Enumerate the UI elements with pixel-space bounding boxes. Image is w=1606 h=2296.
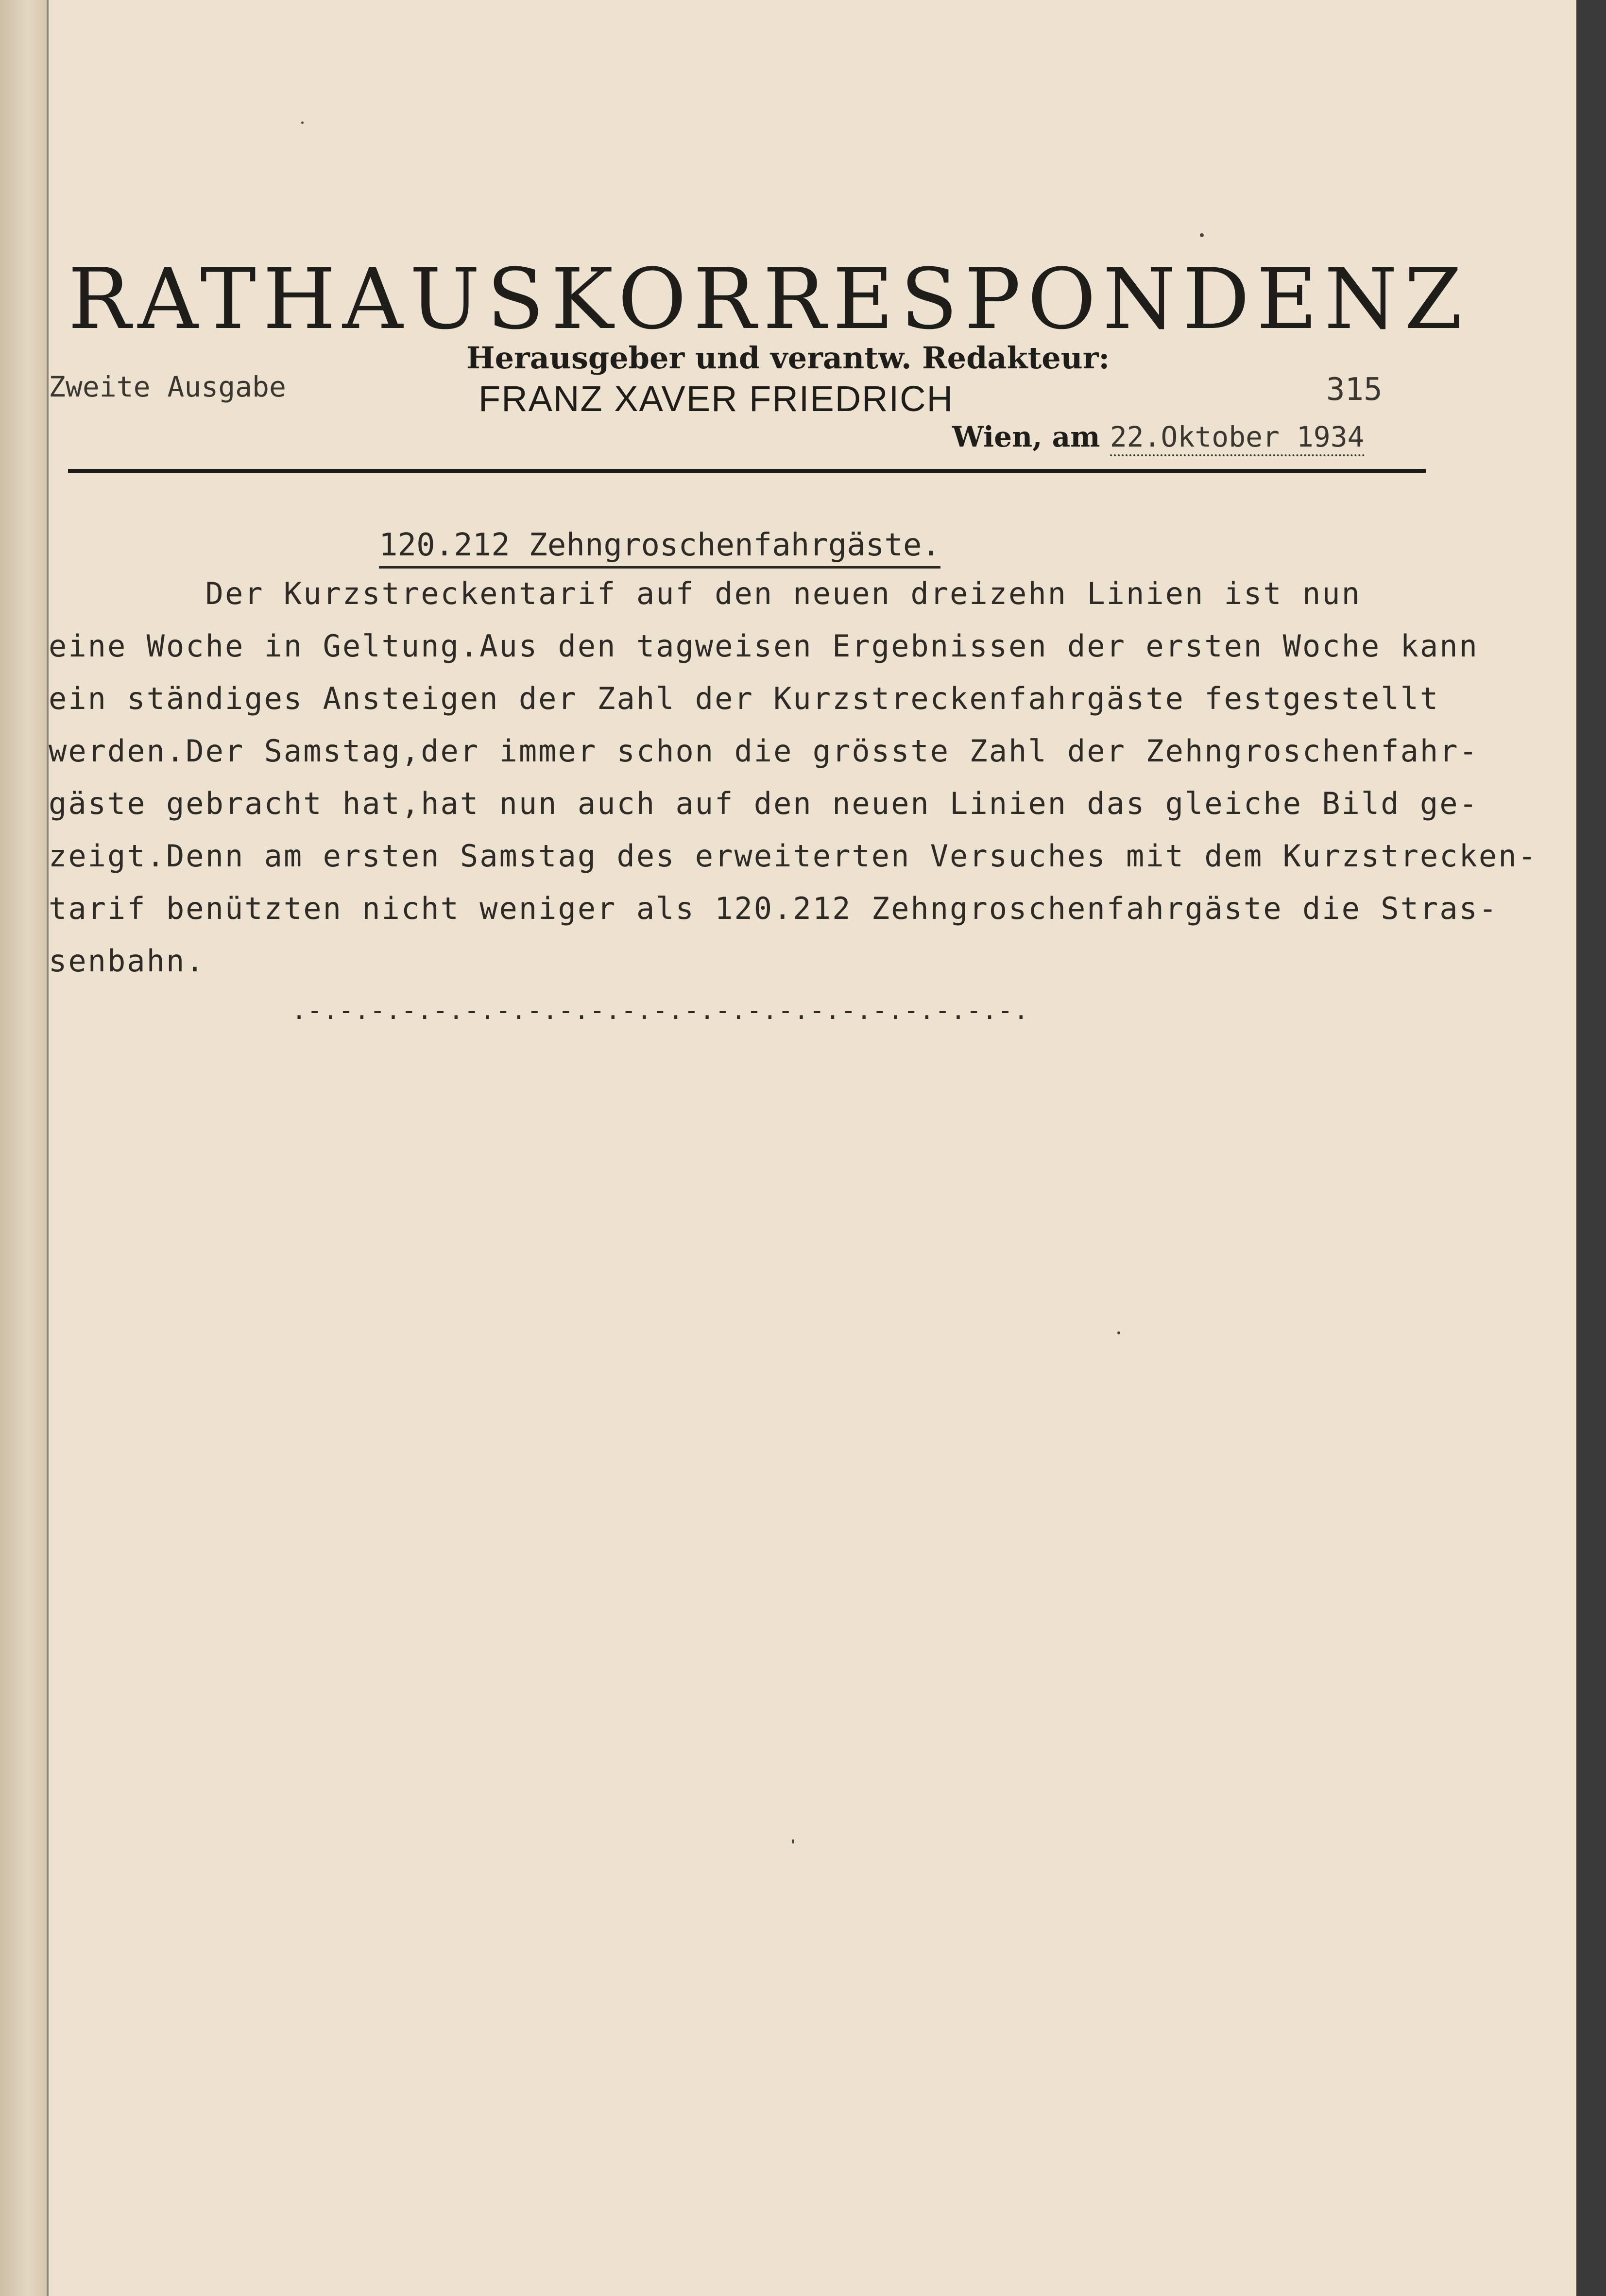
body-line: eine Woche in Geltung.Aus den tagweisen Ergebnissen der ersten Woche kann [49,628,1479,664]
binding-margin [0,0,49,2296]
paper-speck [1117,1331,1120,1334]
paper-speck [301,121,304,124]
body-line: Der Kurzstreckentarif auf den neuen dreizehn Linien ist nun [49,576,1361,611]
body-line: gäste gebracht hat,hat nun auch auf den neuen Linien das gleiche Bild ge- [49,786,1479,821]
body-line: zeigt.Denn am ersten Samstag des erweiterten Versuches mit dem Kurzstrecken- [49,838,1538,874]
dateline-date: 22.Oktober 1934 [1110,420,1365,456]
editor-name: FRANZ XAVER FRIEDRICH [478,379,954,419]
body-line: ein ständiges Ansteigen der Zahl der Kurzstreckenfahrgäste festgestellt [49,681,1440,716]
paper-speck [792,1839,794,1844]
article-headline: 120.212 Zehngroschenfahrgäste. [379,527,940,569]
edition-label: Zweite Ausgabe [49,370,286,403]
publisher-line: Herausgeber und verantw. Redakteur: [466,340,1110,376]
dateline [952,420,1365,453]
dateline-prefix: Wien, am [952,420,1100,453]
header-rule [68,469,1426,473]
paper-speck [1200,233,1204,237]
body-line: senbahn. [49,943,205,979]
body-line: tarif benützten nicht weniger als 120.212 Zehngroschenfahrgäste die Stras- [49,891,1499,926]
body-line: werden.Der Samstag,der immer schon die grösste Zahl der Zehngroschenfahr- [49,733,1479,769]
end-separator: .-.-.-.-.-.-.-.-.-.-.-.-.-.-.-.-.-.-.-.-.-.-.-. [291,996,1029,1025]
issue-number: 315 [1326,372,1383,408]
masthead-title: RATHAUSKORRESPONDENZ [68,250,1469,348]
